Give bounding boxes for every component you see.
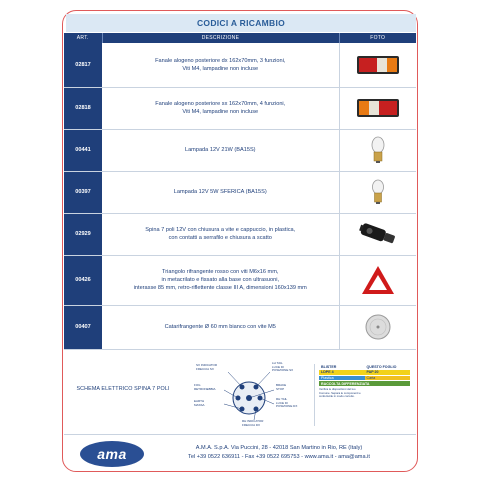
footer-divider bbox=[64, 434, 416, 435]
table-row bbox=[64, 87, 416, 129]
round-reflector-icon bbox=[364, 313, 392, 341]
table-row bbox=[64, 129, 416, 171]
contact-line: Tel +39 0522 636911 - Fax +39 0522 695753 - www.ama.it - ama@ama.it bbox=[188, 454, 370, 460]
recycling-note: Verifica le disposizioni del tuo Comune. Separa le componenti e conferiscile in modo corretto. bbox=[319, 387, 361, 399]
company-address bbox=[146, 444, 412, 462]
bulb-icon bbox=[371, 179, 385, 205]
pin-label: LH TAIL LUCE DI POSIZIONE SX bbox=[272, 361, 294, 373]
description: Fanale alogeno posteriore dx 162x70mm, 3 funzioni, Viti M4, lampadine non incluse bbox=[102, 43, 339, 87]
article-code: 02929 bbox=[64, 213, 102, 255]
rear-lamp-icon bbox=[356, 97, 400, 119]
pin-label: FOG RETRONEBBIA bbox=[194, 383, 216, 391]
description: Fanale alogeno posteriore sx 162x70mm, 4 funzioni, Viti M4, lampadine non incluse bbox=[102, 87, 339, 129]
reflector-triangle-icon bbox=[360, 264, 396, 296]
article-code: 02818 bbox=[64, 87, 102, 129]
article-code: 00441 bbox=[64, 129, 102, 171]
rear-lamp-icon bbox=[356, 54, 400, 76]
column-header-art: ART. bbox=[64, 33, 102, 43]
table-row bbox=[64, 213, 416, 255]
recycling-header: BLISTER QUESTO FOGLIO bbox=[321, 364, 397, 369]
bulb-icon bbox=[370, 136, 386, 164]
table-row bbox=[64, 43, 416, 87]
column-header-photo: FOTO bbox=[339, 33, 416, 43]
photo-cell bbox=[339, 305, 416, 349]
article-code: 00397 bbox=[64, 171, 102, 213]
page-title: CODICI A RICAMBIO bbox=[66, 14, 416, 32]
table-header bbox=[64, 33, 416, 43]
table-row bbox=[64, 305, 416, 349]
pin-label: SX INDICATOR FRECCIA SX bbox=[196, 363, 218, 371]
photo-cell bbox=[339, 43, 416, 87]
schema-title: SCHEMA ELETTRICO SPINA 7 POLI bbox=[76, 386, 170, 392]
pin-label: RH TAIL LUCE DI POSIZIONE DX bbox=[276, 397, 298, 409]
article-code: 02817 bbox=[64, 43, 102, 87]
recycling-codes: LDPE 4 PAP 20 bbox=[319, 370, 410, 376]
recycling-collection: RACCOLTA DIFFERENZIATA bbox=[319, 381, 410, 387]
ama-logo: ama bbox=[80, 441, 144, 467]
photo-cell bbox=[339, 255, 416, 305]
description: Triangolo rifrangente rosso con viti M6x16 mm, in metacrilato e fissato alla base con ultrasuoni, interasse 85 mm, retro-riflettente classe III A, dimensioni 160x139 mm bbox=[102, 255, 339, 305]
pin-label: EARTH MASSA bbox=[194, 399, 205, 407]
article-code: 00407 bbox=[64, 305, 102, 349]
photo-cell bbox=[339, 213, 416, 255]
parts-table bbox=[64, 33, 416, 350]
description: Lampada 12V 5W SFERICA (BA15S) bbox=[102, 171, 339, 213]
description: Catarifrangente Ø 60 mm bianco con vite M5 bbox=[102, 305, 339, 349]
description: Lampada 12V 21W (BA15S) bbox=[102, 129, 339, 171]
photo-cell bbox=[339, 87, 416, 129]
connector-diagram bbox=[184, 360, 314, 432]
description: Spina 7 poli 12V con chiusura a vite e cappuccio, in plastica, con contatti a serrafilo e chiusura a scatto bbox=[102, 213, 339, 255]
pin-label: RH INDICATOR FRECCIA DX bbox=[242, 419, 264, 427]
column-header-description: DESCRIZIONE bbox=[102, 33, 339, 43]
table-row bbox=[64, 255, 416, 305]
photo-cell bbox=[339, 129, 416, 171]
recycling-materials: Plastica Carta bbox=[319, 375, 410, 381]
photo-cell bbox=[339, 171, 416, 213]
recycling-info bbox=[314, 364, 410, 426]
pin-label: BRAKE STOP bbox=[276, 383, 287, 391]
article-code: 00426 bbox=[64, 255, 102, 305]
table-row bbox=[64, 171, 416, 213]
plug-icon bbox=[357, 219, 399, 249]
address-line: A.M.A. S.p.A. Via Puccini, 28 - 42018 San Martino in Rio, RE (Italy) bbox=[195, 445, 363, 451]
